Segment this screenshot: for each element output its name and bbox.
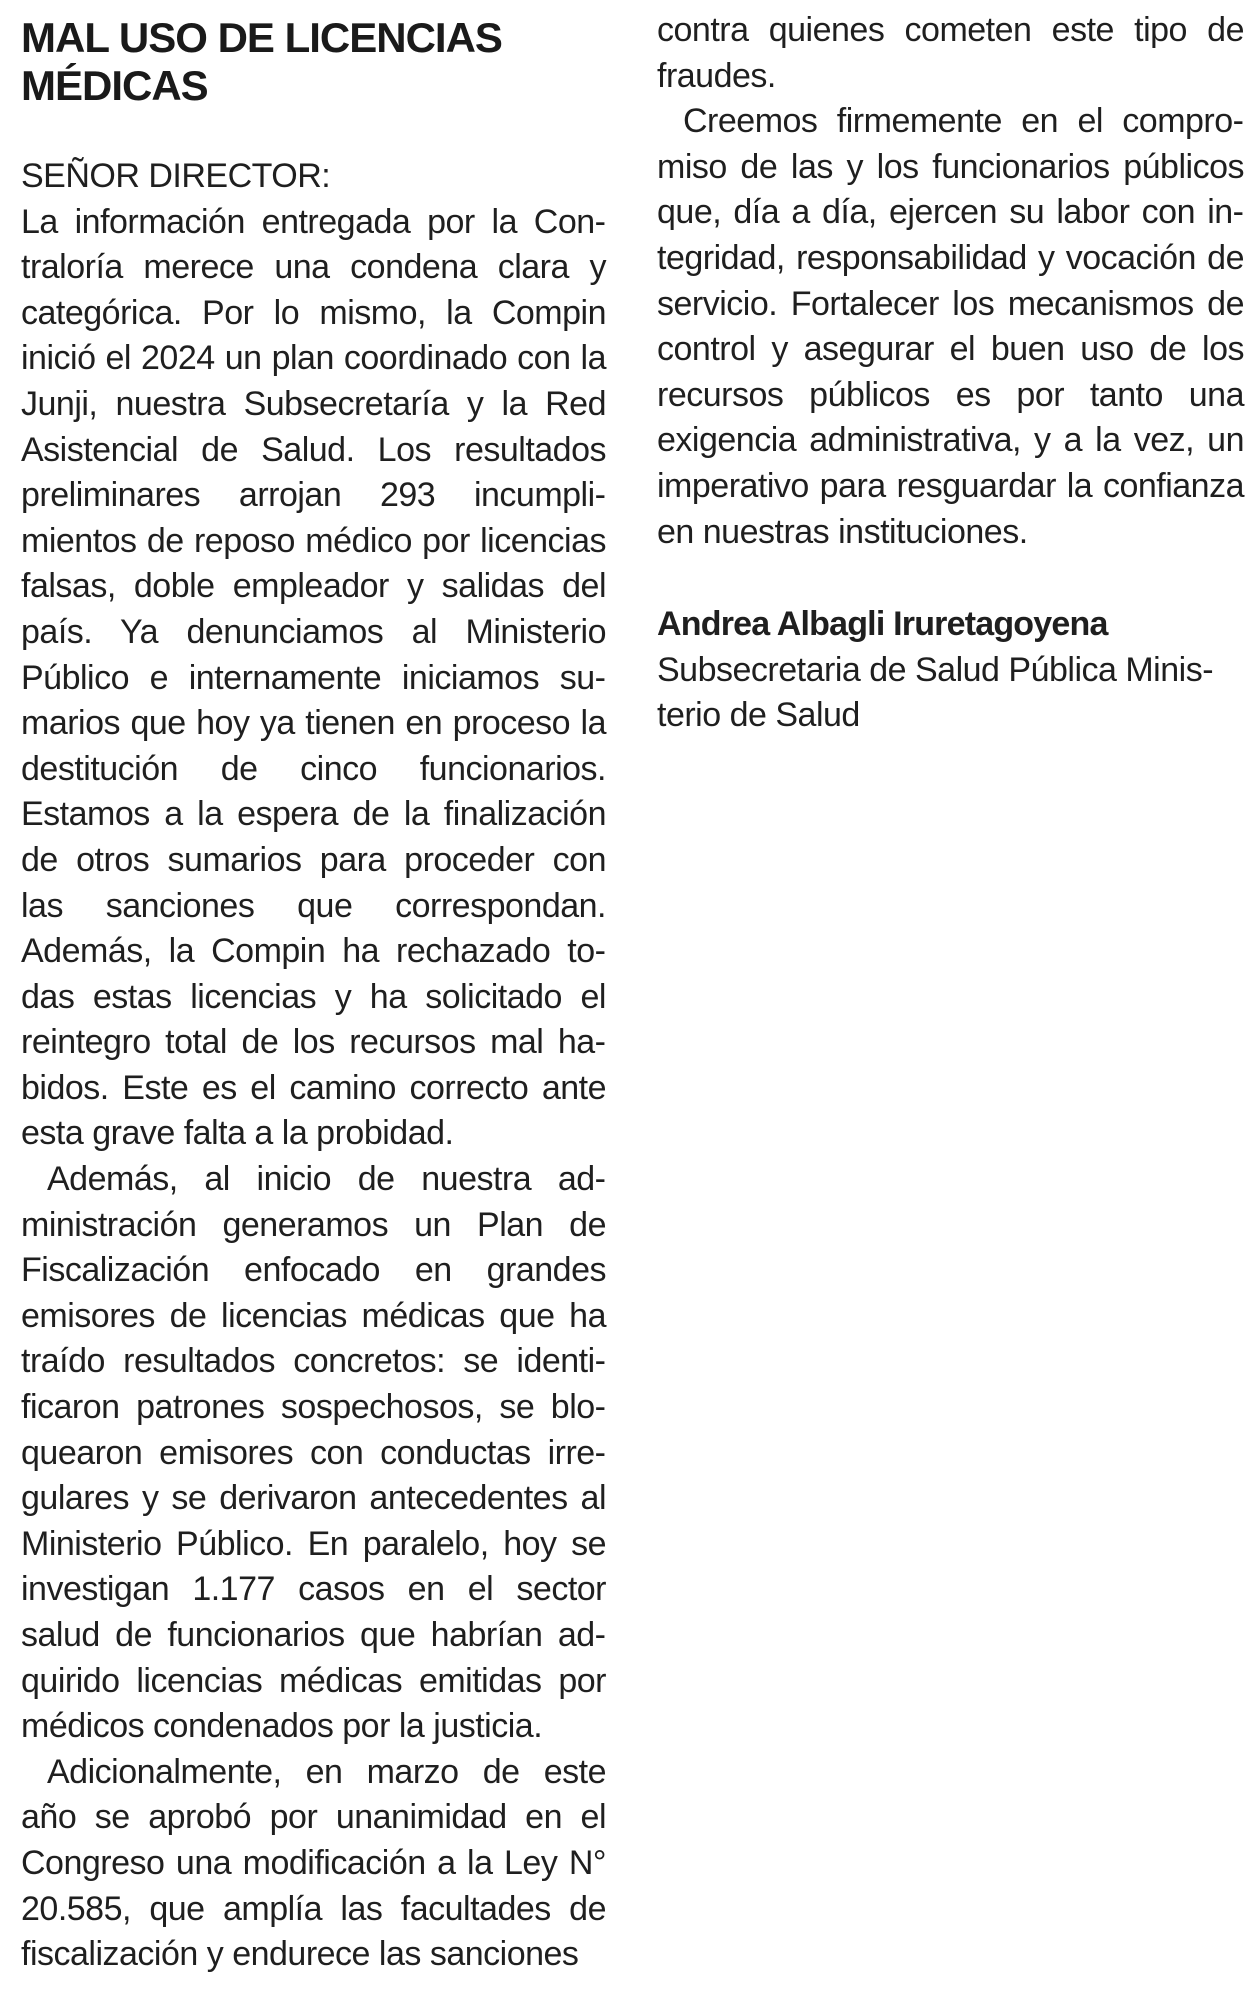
paragraph-2: Además, al inicio de nuestra administración generamos un Plan de Fiscalización enfocado en grandes emisores de licencias médicas que ha traído resultados concretos: se identificaron patrones sospechosos, se bloquearon emisores con conductas irregulares y se derivaron antecedentes al Ministerio Público. En paralelo, hoy se investigan 1.177 casos en el sector salud de funcionarios que habrían adquirido licencias médicas emitidas por médicos condenados por la justicia. — [21, 1160, 606, 1746]
signature-name: Andrea Albagli Iruretagoyena — [657, 605, 1108, 644]
paragraph-3 — [21, 1750, 606, 1978]
left-column — [21, 14, 606, 1978]
paragraph-1: La información entregada por la Contraloría merece una condena clara y categórica. Por lo mismo, la Compin inició el 2024 un plan coordinado con la Junji, nuestra Subsecretaría y la Red Asistencial de Salud. Los resultados preliminares arrojan 293 incumplimientos de reposo médico por licencias falsas, doble empleador y salidas del país. Ya denunciamos al Ministerio Público e internamente iniciamos sumarios que hoy ya tienen en proceso la destitución de cinco funcionarios. Estamos a la espera de la finalización de otros sumarios para proceder con las sanciones que correspondan. Además, la Compin ha rechazado todas estas licencias y ha solicitado el reintegro total de los recursos mal habidos. Este es el camino correcto ante esta grave falta a la probidad. — [21, 202, 606, 1153]
signature-role: Subsecretaria de Salud Pública Ministerio de Salud — [657, 650, 1214, 735]
headline: MAL USO DE LICENCIAS MÉDICAS — [21, 14, 502, 109]
paragraph-3-text: Adicionalmente, en marzo de este año se aprobó por unanimidad en el Congreso una modificación a la Ley N° 20.585, que amplía las facultades de fiscalización y endurece las sanciones — [21, 1752, 606, 1974]
paragraph-4: Creemos firmemente en el compromiso de las y los funcionarios públicos que, día a día, ejercen su labor con integridad, responsabilidad y vocación de servicio. Fortalecer los mecanismos de control y asegurar el buen uso de los recursos públicos es por tanto una exigencia administrativa, y a la vez, un imperativo para resguardar la confianza en nuestras instituciones. — [657, 102, 1244, 551]
salutation: SEÑOR DIRECTOR: — [21, 157, 331, 195]
paragraph-3-continuation: contra quienes cometen este tipo de fraudes. — [657, 11, 1244, 95]
right-column — [657, 8, 1244, 739]
